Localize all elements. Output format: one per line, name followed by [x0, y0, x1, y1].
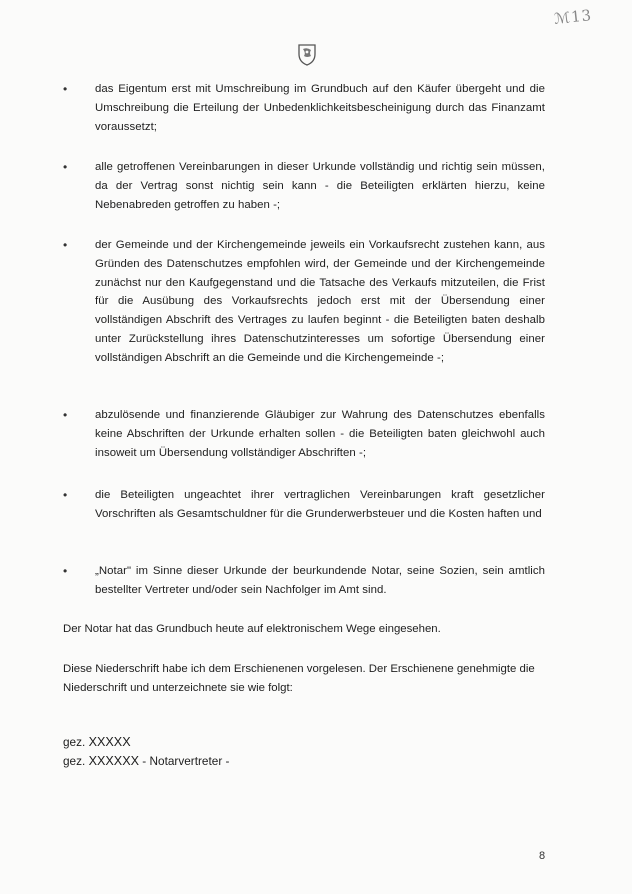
signature-line-2	[63, 752, 229, 771]
bullet-marker: •	[63, 564, 68, 578]
coat-of-arms-icon	[296, 42, 318, 66]
reading-confirmation-paragraph: Diese Niederschrift habe ich dem Erschienenen vorgelesen. Der Erschienene genehmigte die Niederschrift und unterzeichnete sie wie folgt:	[63, 663, 535, 694]
bullet-marker: •	[63, 408, 68, 422]
bullet-marker: •	[63, 82, 68, 96]
list-item-text: „Notar" im Sinne dieser Urkunde der beurkundende Notar, seine Sozien, sein amtlich bestellter Vertreter und/oder sein Nachfolger im Amt sind.	[95, 565, 545, 596]
signature-role: - Notarvertreter -	[142, 754, 230, 768]
list-item-text: abzulösende und finanzierende Gläubiger zur Wahrung des Datenschutzes ebenfalls keine Abschriften der Urkunde erhalten sollen - die Beteiligten baten gleichwohl auch insoweit um Übersendung vollständiger Abschriften -;	[95, 409, 545, 459]
signature-name: XXXXX	[88, 735, 131, 749]
signature-name: XXXXXX	[88, 754, 139, 768]
signature-line-1	[63, 733, 131, 752]
bullet-marker: •	[63, 238, 68, 252]
page-number: 8	[539, 850, 546, 862]
grundbuch-paragraph: Der Notar hat das Grundbuch heute auf elektronischem Wege eingesehen.	[63, 623, 441, 635]
list-item-text: alle getroffenen Vereinbarungen in dieser Urkunde vollständig und richtig sein müssen, da der Vertrag sonst nichtig sein kann - die Beteiligten erklärten hierzu, keine Nebenabreden getroffen zu haben -;	[95, 161, 545, 211]
list-item-text: der Gemeinde und der Kirchengemeinde jeweils ein Vorkaufsrecht zustehen kann, aus Gründen des Datenschutzes empfohlen wird, der Gemeinde und der Kirchengemeinde zunächst nur den Kaufgegenstand und die Tatsache des Verkaufs mitzuteilen, die Frist für die Ausübung des Vorkaufsrechts jedoch erst mit der Übersendung einer vollständigen Abschrift des Vertrages zu laufen beginnt - die Beteiligten baten deshalb unter Zurückstellung ihres Datenschutzinteresses um sofortige Übersendung einer vollständigen Abschrift an die Gemeinde und die Kirchengemeinde -;	[95, 239, 545, 364]
corner-handwritten-mark: ℳ13	[553, 6, 593, 28]
bullet-marker: •	[63, 160, 68, 174]
list-item-text: das Eigentum erst mit Umschreibung im Grundbuch auf den Käufer übergeht und die Umschreibung die Erteilung der Unbedenklichkeitsbescheinigung durch das Finanzamt voraussetzt;	[95, 83, 545, 133]
signature-prefix: gez.	[63, 735, 86, 749]
signature-prefix: gez.	[63, 754, 86, 768]
bullet-marker: •	[63, 488, 68, 502]
list-item-text: die Beteiligten ungeachtet ihrer vertraglichen Vereinbarungen kraft gesetzlicher Vorschriften als Gesamtschuldner für die Grunderwerbsteuer und die Kosten haften und	[95, 489, 545, 520]
